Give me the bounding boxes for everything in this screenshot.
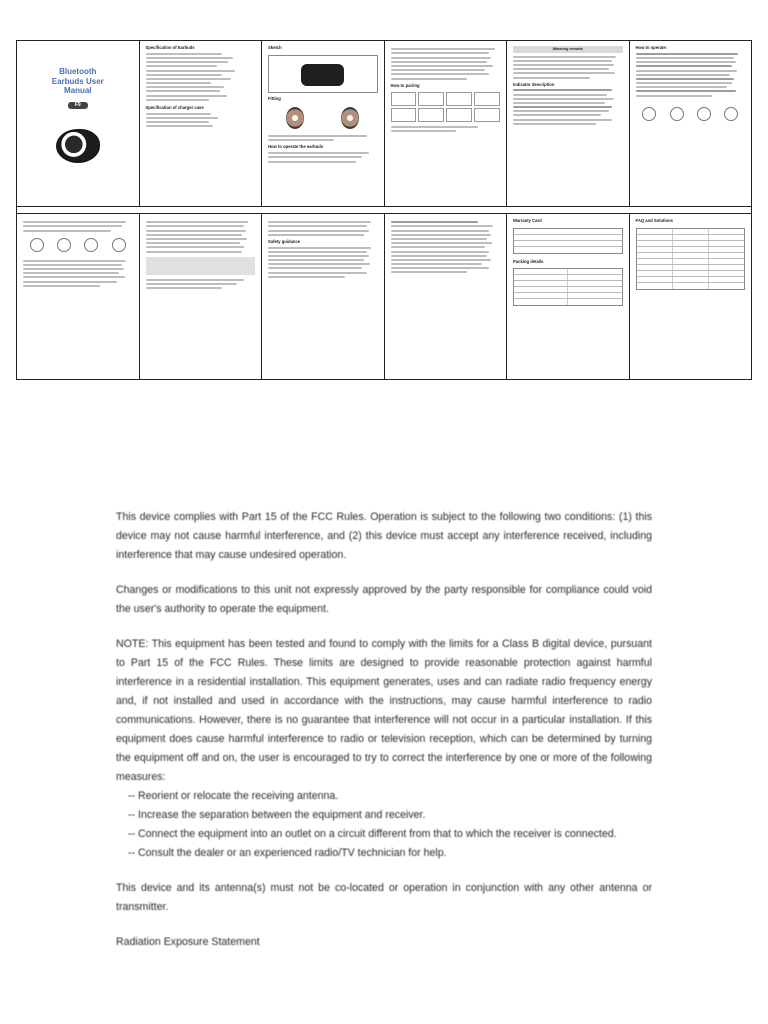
pairing-steps-illustration: [391, 92, 501, 122]
model-badge: F9: [68, 102, 88, 109]
fcc-radiation-heading: Radiation Exposure Statement: [116, 936, 260, 948]
pairing-panel: [385, 41, 508, 206]
warranty-title: Warranty Card: [513, 218, 542, 223]
faq-title: FAQ and Solutions: [635, 218, 673, 223]
spec-title: Specification of Earbuds: [145, 45, 195, 50]
safety-panel: [262, 214, 385, 379]
fcc-measure-3: -- Connect the equipment into an outlet on a circuit different from that to which the receiver is connected.: [128, 828, 617, 840]
warning-title: Warning remote: [513, 46, 623, 53]
fitting-illustration: [268, 107, 378, 129]
user-manual-sheet: [16, 40, 752, 380]
operate-2-title: How to operate:: [635, 45, 668, 50]
specification-panel: [140, 41, 263, 206]
manual-title: Bluetooth Earbuds User Manual: [51, 67, 104, 95]
earbud-illustration: [56, 129, 100, 163]
touch-control-illustration: [636, 107, 746, 121]
fcc-paragraph-modifications: Changes or modifications to this unit not expressly approved by the party responsible for compliance could void the user's authority to operate the equipment.: [116, 584, 652, 615]
fcc-measure-2: -- Increase the separation between the equipment and receiver.: [128, 809, 426, 821]
indicator-title: Indicator description: [513, 81, 555, 87]
manual-cover-panel: [17, 41, 140, 206]
warranty-card-panel: [507, 214, 630, 379]
charger-spec-title: Specification of charger case: [145, 104, 204, 110]
warranty-terms-panel: [385, 214, 508, 379]
fcc-paragraph-note: [116, 635, 652, 863]
fcc-note-text: NOTE: This equipment has been tested and found to comply with the limits for a Class B digital device, pursuant to Part 15 of the FCC Rules. These limits are designed to provide reasonable protection against harmful interference in a residential installation. This equipment generates, uses and can radiate radio frequency energy and, if not installed and used in accordance with the instructions, may cause harmful interference to radio communications. However, there is no guarantee that interference will not occur in a particular installation. If this equipment does cause harmful interference to radio or television reception, which can be determined by turning the equipment off and on, the user is encouraged to try to correct the interference by one or more of the following measures:: [116, 638, 652, 783]
pairing-title: How to pairing: [390, 82, 420, 88]
packing-table: [513, 268, 623, 306]
fitting-title: Fitting: [268, 95, 281, 101]
fcc-paragraph-compliance: This device complies with Part 15 of the FCC Rules. Operation is subject to the following two conditions: (1) this device may not cause harmful interference, and (2) this device must accept any interference received, including interference that may cause undesired operation.: [116, 511, 652, 561]
sketch-fitting-panel: [262, 41, 385, 206]
safety-title: Safety guidance: [268, 238, 301, 244]
faq-panel: [630, 214, 752, 379]
packing-title: Packing details: [513, 258, 544, 264]
volume-panel: [17, 214, 140, 379]
operate-title: How to operate the earbuds: [268, 144, 324, 150]
manual-row-bottom: [17, 213, 751, 379]
warranty-form: [513, 228, 623, 254]
reconnect-panel: [140, 214, 263, 379]
fcc-measure-4: -- Consult the dealer or an experienced radio/TV technician for help.: [128, 847, 447, 859]
faq-table: [636, 228, 746, 290]
warning-panel: [507, 41, 630, 206]
volume-illustration: [23, 238, 133, 252]
manual-row-top: [17, 41, 751, 207]
case-sketch: [268, 55, 378, 93]
fcc-statement: [116, 508, 652, 968]
fcc-paragraph-antenna: This device and its antenna(s) must not be co-located or operation in conjunction with any other antenna or transmitter.: [116, 882, 652, 913]
fcc-measure-1: -- Reorient or relocate the receiving antenna.: [128, 790, 339, 802]
operate-panel: [630, 41, 752, 206]
note-box: [146, 257, 256, 275]
sketch-title: Sketch: [268, 45, 282, 50]
